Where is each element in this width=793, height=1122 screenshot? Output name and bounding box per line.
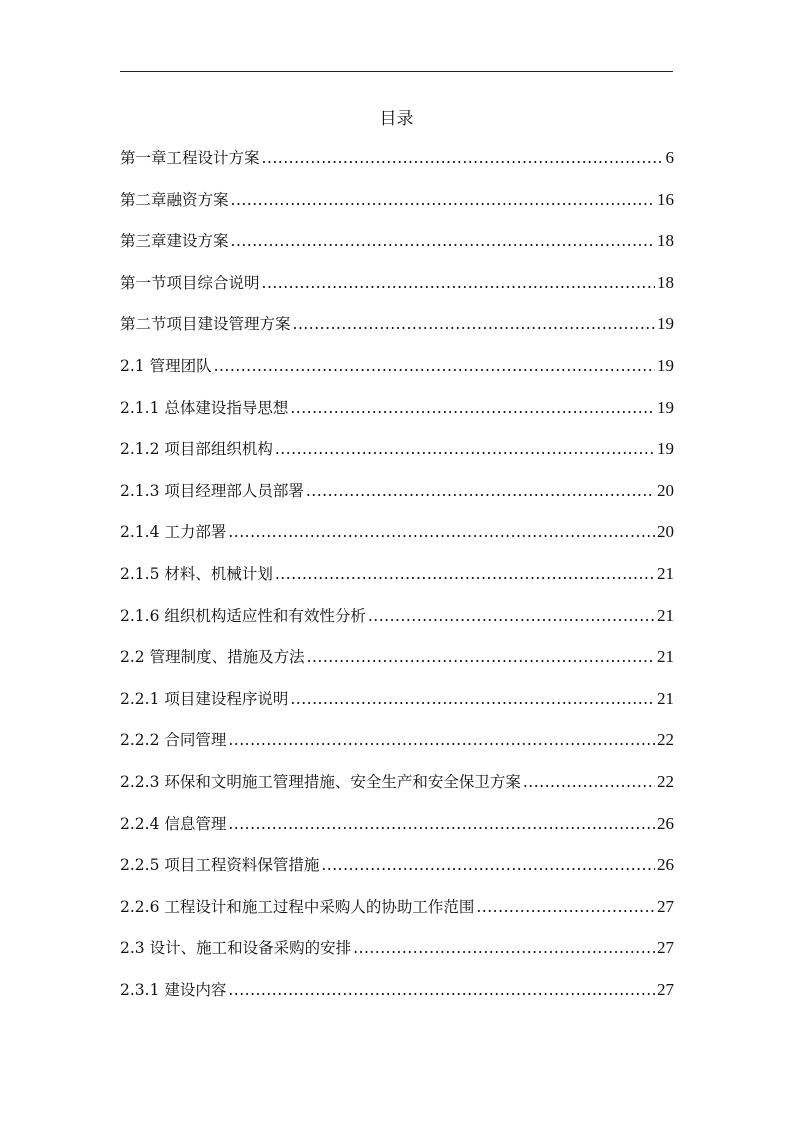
toc-entry-page: 21 [657, 563, 674, 583]
toc-entry[interactable] [120, 354, 674, 396]
toc-entry-label: 第三章建设方案 [120, 232, 229, 251]
toc-entry-label: 2.2.1 项目建设程序说明 [120, 689, 289, 708]
toc-entry-page: 19 [657, 439, 674, 459]
dot-leader [368, 604, 655, 628]
toc-entry-page: 19 [657, 397, 674, 417]
toc-entry-label: 2.2.2 合同管理 [120, 731, 227, 750]
toc-entry[interactable] [120, 895, 674, 937]
toc-entry-page: 26 [657, 813, 674, 833]
toc-entry-label: 2.1.3 项目经理部人员部署 [120, 481, 304, 500]
toc-entry[interactable] [120, 853, 674, 895]
dot-leader [275, 562, 655, 586]
dot-leader [228, 520, 655, 544]
toc-entry-page: 6 [665, 148, 674, 167]
toc-entry-page: 22 [657, 730, 674, 750]
toc-entry-page: 22 [657, 771, 674, 791]
toc-entry-label: 2.2.3 环保和文明施工管理措施、安全生产和安全保卫方案 [120, 772, 521, 791]
toc-title: 目录 [379, 109, 414, 129]
dot-leader [275, 437, 655, 461]
toc-entry-label: 第二章融资方案 [120, 190, 229, 209]
toc-entry-page: 19 [657, 355, 674, 375]
toc-entry[interactable] [120, 146, 674, 188]
dot-leader [262, 146, 664, 170]
toc-entry-label: 2.3 设计、施工和设备采购的安排 [120, 939, 352, 958]
dot-leader [293, 312, 655, 336]
toc-entry-page: 20 [657, 480, 674, 500]
toc-entry-page: 21 [657, 647, 674, 667]
toc-entry-label: 2.1.1 总体建设指导思想 [120, 398, 289, 417]
toc-entry[interactable] [120, 645, 674, 687]
toc-entry[interactable] [120, 936, 674, 978]
dot-leader [321, 853, 655, 877]
toc-entry-page: 26 [657, 855, 674, 875]
toc-entry-page: 18 [657, 231, 674, 251]
toc-entry-label: 2.2.4 信息管理 [120, 814, 227, 833]
toc-entry[interactable] [120, 271, 674, 313]
toc-entry[interactable] [120, 437, 674, 479]
toc-entry[interactable] [120, 396, 674, 438]
toc-entry-page: 27 [657, 979, 674, 999]
toc-entry-label: 2.3.1 建设内容 [120, 980, 227, 999]
toc-entry[interactable] [120, 728, 674, 770]
header-rule [120, 71, 673, 72]
dot-leader [262, 271, 655, 295]
toc-entry[interactable] [120, 188, 674, 230]
dot-leader [231, 229, 655, 253]
toc-entry-page: 21 [657, 688, 674, 708]
dot-leader [290, 687, 655, 711]
dot-leader [214, 354, 655, 378]
toc-entry[interactable] [120, 978, 674, 1020]
toc-entry[interactable] [120, 312, 674, 354]
dot-leader [307, 645, 655, 669]
toc-entry[interactable] [120, 604, 674, 646]
toc-entry-page: 19 [657, 314, 674, 334]
toc-entry[interactable] [120, 687, 674, 729]
dot-leader [290, 396, 655, 420]
dot-leader [523, 770, 655, 794]
dot-leader [228, 812, 655, 836]
toc-entry-page: 21 [657, 605, 674, 625]
toc-entry[interactable] [120, 520, 674, 562]
table-of-contents [120, 146, 674, 1019]
dot-leader [353, 936, 655, 960]
toc-entry-label: 2.1.2 项目部组织机构 [120, 440, 273, 459]
toc-entry[interactable] [120, 770, 674, 812]
dot-leader [228, 978, 655, 1002]
toc-entry-label: 第一章工程设计方案 [120, 149, 260, 167]
toc-entry[interactable] [120, 479, 674, 521]
toc-entry-label: 2.2.5 项目工程资料保管措施 [120, 856, 320, 875]
toc-entry[interactable] [120, 812, 674, 854]
toc-entry-page: 27 [657, 896, 674, 916]
toc-entry[interactable] [120, 562, 674, 604]
dot-leader [228, 728, 655, 752]
toc-entry-label: 2.1.5 材料、机械计划 [120, 564, 273, 583]
toc-entry[interactable] [120, 229, 674, 271]
toc-entry-page: 20 [657, 522, 674, 542]
toc-entry-label: 2.2.6 工程设计和施工过程中采购人的协助工作范围 [120, 897, 475, 916]
toc-entry-label: 第一节项目综合说明 [120, 273, 260, 292]
toc-entry-label: 第二节项目建设管理方案 [120, 315, 291, 334]
dot-leader [476, 895, 655, 919]
dot-leader [231, 188, 655, 212]
dot-leader [306, 479, 655, 503]
toc-entry-page: 16 [657, 189, 674, 209]
toc-entry-page: 27 [657, 938, 674, 958]
toc-entry-label: 2.1.4 工力部署 [120, 523, 227, 542]
toc-entry-label: 2.1.6 组织机构适应性和有效性分析 [120, 606, 366, 625]
toc-entry-page: 18 [657, 272, 674, 292]
toc-entry-label: 2.1 管理团队 [120, 356, 212, 375]
toc-entry-label: 2.2 管理制度、措施及方法 [120, 648, 305, 667]
